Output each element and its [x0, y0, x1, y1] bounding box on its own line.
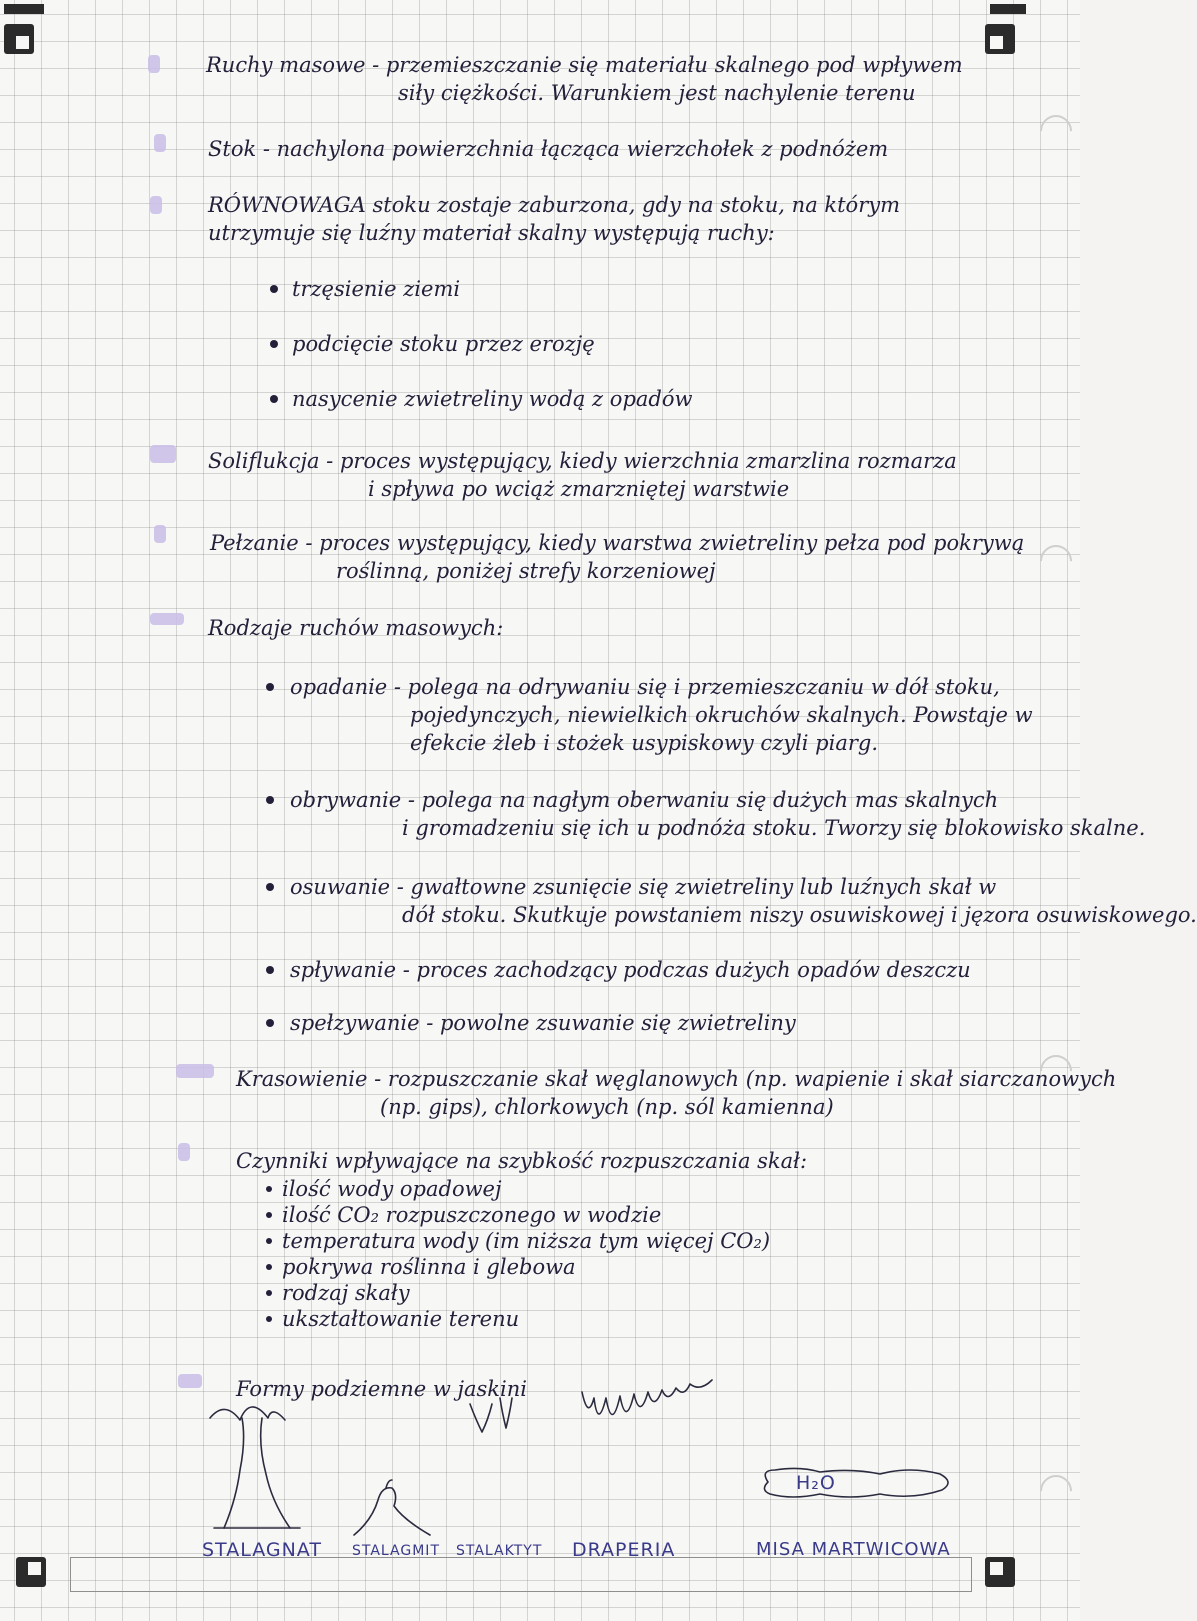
note-osuwanie: osuwanie - gwałtowne zsunięcie się zwietreliny lub luźnych skał w: [290, 875, 997, 899]
note-krasowienie: Krasowienie - rozpuszczanie skał węglanowych (np. wapienie i skał siarczanowych: [236, 1067, 1117, 1091]
note-soliflukcja-cont: i spływa po wciąż zmarzniętej warstwie: [368, 477, 790, 501]
label-misa-martwicowa: MISA MARTWICOWA: [756, 1539, 951, 1560]
note-soliflukcja: Soliflukcja - proces występujący, kiedy wierzchnia zmarzlina rozmarza: [208, 449, 957, 473]
label-draperia: DRAPERIA: [572, 1539, 676, 1561]
note-ruchy-masowe: Ruchy masowe - przemieszczanie się materiału skalnego pod wpływem: [206, 53, 963, 77]
list-item: nasycenie zwietreliny wodą z opadów: [292, 387, 693, 411]
note-obrywanie-cont: i gromadzeniu się ich u podnóża stoku. Tworzy się blokowisko skalne.: [402, 816, 1146, 840]
note-rownowaga-cont: utrzymuje się luźny materiał skalny występują ruchy:: [208, 221, 775, 245]
note-ruchy-masowe-cont: siły ciężkości. Warunkiem jest nachylenie terenu: [398, 81, 916, 105]
note-opadanie-cont: pojedynczych, niewielkich okruchów skalnych. Powstaje w: [410, 703, 1033, 727]
note-rownowaga: RÓWNOWAGA stoku zostaje zaburzona, gdy na stoku, na którym: [208, 193, 901, 217]
note-pelzanie-cont: roślinną, poniżej strefy korzeniowej: [336, 559, 716, 583]
note-stok: Stok - nachylona powierzchnia łącząca wierzchołek z podnóżem: [208, 137, 889, 161]
list-item: pokrywa roślinna i glebowa: [282, 1255, 576, 1279]
note-krasowienie-cont: (np. gips), chlorkowych (np. sól kamienna): [380, 1095, 834, 1119]
note-pelzanie: Pełzanie - proces występujący, kiedy warstwa zwietreliny pełza pod pokrywą: [210, 531, 1025, 555]
list-item: ukształtowanie terenu: [282, 1307, 520, 1331]
list-item: temperatura wody (im niższa tym więcej CO₂): [282, 1229, 771, 1253]
list-item: ilość CO₂ rozpuszczonego w wodzie: [282, 1203, 662, 1227]
h2o-label: H₂O: [796, 1472, 836, 1494]
note-splywanie: spływanie - proces zachodzący podczas dużych opadów deszczu: [290, 958, 971, 982]
note-czynniki: Czynniki wpływające na szybkość rozpuszczania skał:: [236, 1149, 808, 1173]
note-opadanie-cont: efekcie żleb i stożek usypiskowy czyli piarg.: [410, 731, 879, 755]
note-spelzywanie: spełzywanie - powolne zsuwanie się zwietreliny: [290, 1011, 796, 1035]
note-rodzaje: Rodzaje ruchów masowych:: [208, 616, 504, 640]
note-opadanie: opadanie - polega na odrywaniu się i przemieszczaniu w dół stoku,: [290, 675, 1000, 699]
list-item: ilość wody opadowej: [282, 1177, 502, 1201]
note-formy: Formy podziemne w jaskini: [236, 1377, 527, 1401]
list-item: podcięcie stoku przez erozję: [292, 332, 595, 356]
list-item: trzęsienie ziemi: [292, 277, 461, 301]
label-stalaktyt: STALAKTYT: [456, 1543, 543, 1559]
note-osuwanie-cont: dół stoku. Skutkuje powstaniem niszy osuwiskowej i jęzora osuwiskowego.: [402, 903, 1197, 927]
label-stalagnat: STALAGNAT: [202, 1539, 322, 1561]
list-item: rodzaj skały: [282, 1281, 410, 1305]
note-obrywanie: obrywanie - polega na nagłym oberwaniu się dużych mas skalnych: [290, 788, 999, 812]
label-stalagmit: STALAGMIT: [352, 1543, 440, 1559]
